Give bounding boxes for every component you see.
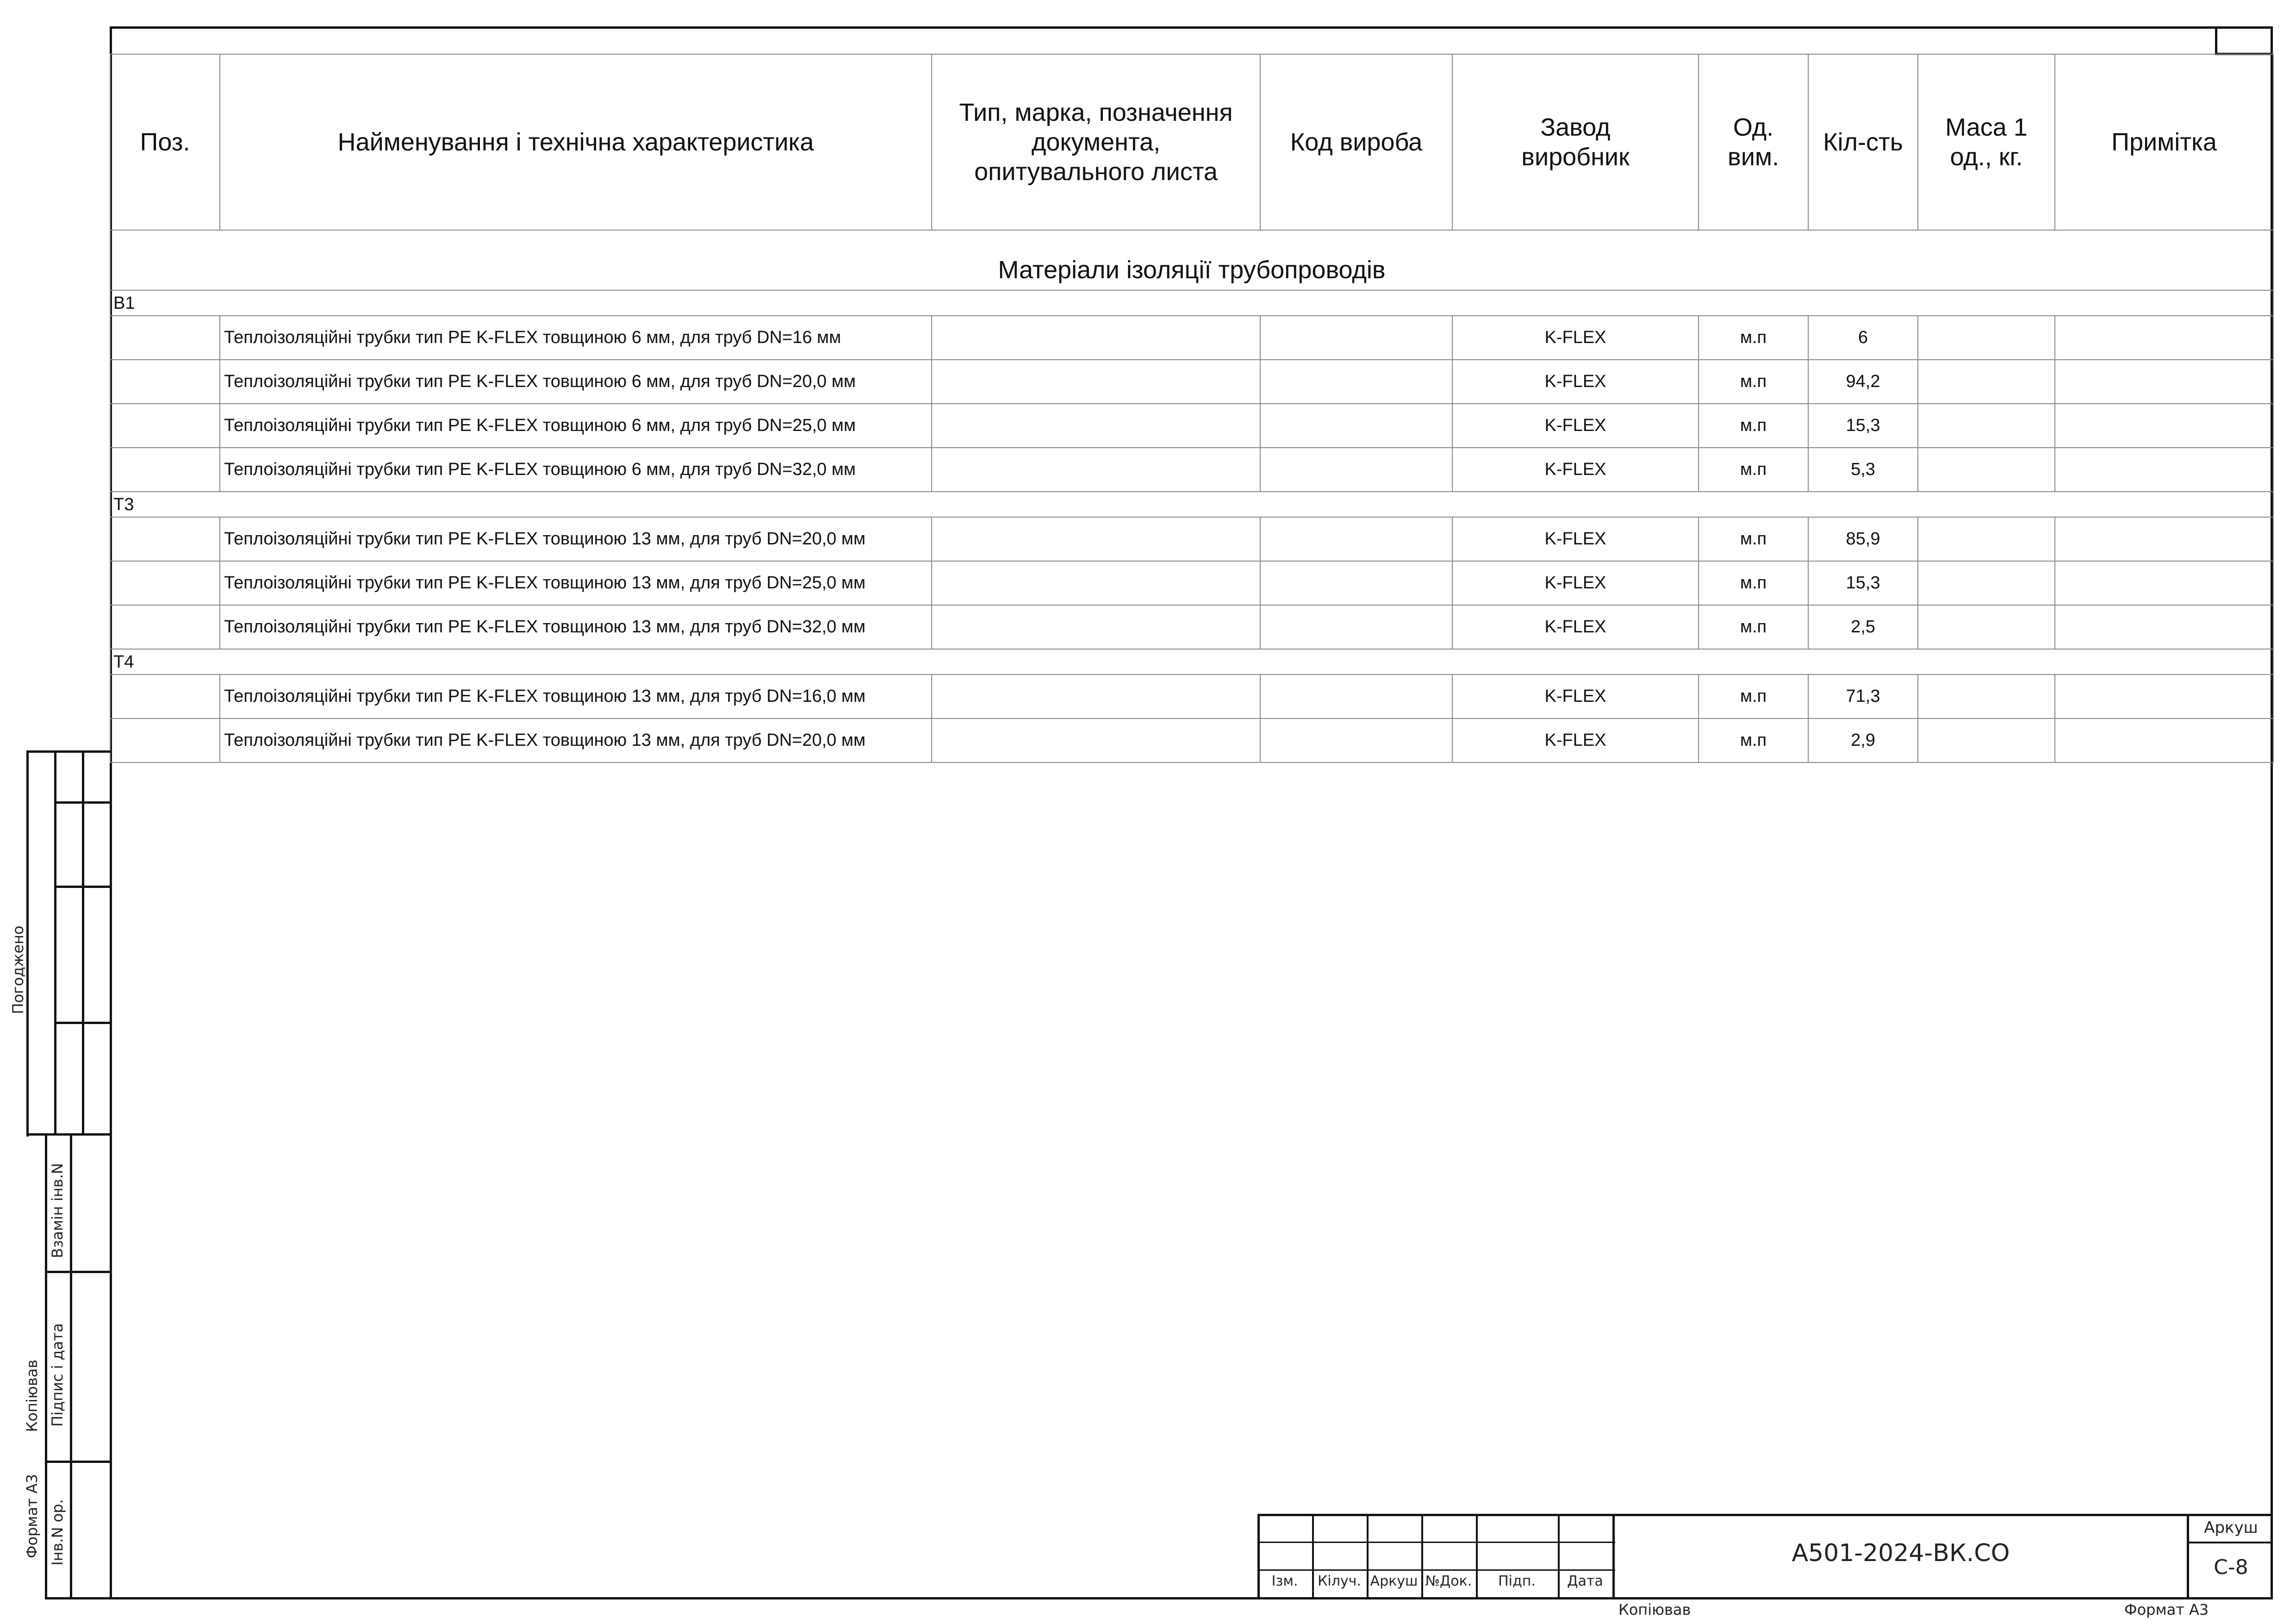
cell-pos (110, 448, 220, 492)
cell-unit: м.п (1699, 448, 1808, 492)
section-title: Матеріали ізоляції трубопроводів (110, 230, 2273, 290)
stamp-line (54, 886, 112, 888)
cell-mass (1918, 360, 2055, 404)
cell-name: Теплоізоляційні трубки тип PE K-FLEX товщиною 6 мм, для труб DN=25,0 мм (220, 404, 932, 448)
cell-unit: м.п (1699, 360, 1808, 404)
cell-mass (1918, 675, 2055, 718)
cell-qty: 71,3 (1808, 675, 1918, 718)
stamp-agreed-label: Погоджено (9, 925, 27, 1014)
cell-manufacturer: K-FLEX (1452, 448, 1699, 492)
header-pos: Поз. (110, 54, 220, 230)
cell-mass (1918, 718, 2055, 762)
cell-note (2055, 605, 2273, 649)
group-label: В1 (110, 290, 2273, 316)
tb-line (1257, 1514, 2273, 1516)
document-code: А501-2024-ВК.СО (1792, 1539, 2010, 1567)
header-manufacturer: Завод виробник (1452, 54, 1699, 230)
cell-type (932, 718, 1260, 762)
tb-line (1257, 1542, 1615, 1543)
cell-code (1260, 605, 1452, 649)
cell-name: Теплоізоляційні трубки тип PE K-FLEX товщиною 6 мм, для труб DN=20,0 мм (220, 360, 932, 404)
header-qty: Кіл-сть (1808, 54, 1918, 230)
cell-manufacturer: K-FLEX (1452, 360, 1699, 404)
cell-mass (1918, 561, 2055, 605)
cell-name: Теплоізоляційні трубки тип PE K-FLEX товщиною 6 мм, для труб DN=32,0 мм (220, 448, 932, 492)
table-row (110, 517, 2273, 561)
section-title-row (110, 230, 2273, 290)
cell-name: Теплоізоляційні трубки тип PE K-FLEX товщиною 13 мм, для труб DN=32,0 мм (220, 605, 932, 649)
cell-type (932, 675, 1260, 718)
cell-code (1260, 448, 1452, 492)
cell-unit: м.п (1699, 605, 1808, 649)
cell-manufacturer: K-FLEX (1452, 561, 1699, 605)
group-label: Т4 (110, 649, 2273, 675)
cell-qty: 15,3 (1808, 561, 1918, 605)
cell-type (932, 561, 1260, 605)
cell-code (1260, 517, 1452, 561)
footer-copied: Копіював (1618, 1601, 1691, 1618)
header-code: Код вироба (1260, 54, 1452, 230)
stamp-line (54, 1022, 112, 1024)
cell-qty: 85,9 (1808, 517, 1918, 561)
stamp-signature-date-label: Підпис і дата (49, 1323, 66, 1427)
stamp-format-label: Формат А3 (23, 1474, 41, 1559)
stamp-line (26, 750, 112, 753)
stamp-line (45, 1134, 47, 1599)
cell-type (932, 517, 1260, 561)
cell-note (2055, 561, 2273, 605)
group-row (110, 649, 2273, 675)
group-row (110, 492, 2273, 517)
stamp-replace-inv-label: Взамін інв.N (49, 1163, 66, 1258)
cell-pos (110, 316, 220, 360)
cell-manufacturer: K-FLEX (1452, 718, 1699, 762)
cell-manufacturer: K-FLEX (1452, 517, 1699, 561)
header-type: Тип, марка, позначення документа, опитувального листа (932, 54, 1260, 230)
group-row (110, 290, 2273, 316)
cell-unit: м.п (1699, 718, 1808, 762)
cell-pos (110, 675, 220, 718)
cell-qty: 94,2 (1808, 360, 1918, 404)
header-note: Примітка (2055, 54, 2273, 230)
cell-type (932, 448, 1260, 492)
stamp-line (54, 801, 112, 804)
stamp-line (45, 1461, 112, 1463)
cell-code (1260, 675, 1452, 718)
header-unit: Од. вим. (1699, 54, 1808, 230)
cell-mass (1918, 517, 2055, 561)
table-row (110, 718, 2273, 762)
table-row (110, 316, 2273, 360)
tb-label-sheet: Аркуш (1370, 1573, 1418, 1589)
corner-box (2215, 26, 2273, 55)
tb-label-date: Дата (1567, 1573, 1603, 1589)
cell-pos (110, 360, 220, 404)
header-name: Найменування і технічна характеристика (220, 54, 932, 230)
cell-code (1260, 316, 1452, 360)
tb-line (2187, 1542, 2273, 1543)
cell-code (1260, 360, 1452, 404)
cell-pos (110, 517, 220, 561)
stamp-line (26, 1133, 112, 1136)
group-label: Т3 (110, 492, 2273, 517)
tb-label-qty: Кілуч. (1318, 1573, 1361, 1589)
cell-mass (1918, 316, 2055, 360)
cell-note (2055, 360, 2273, 404)
cell-name: Теплоізоляційні трубки тип PE K-FLEX товщиною 6 мм, для труб DN=16 мм (220, 316, 932, 360)
tb-label-doc-no: №Док. (1425, 1573, 1472, 1589)
cell-qty: 5,3 (1808, 448, 1918, 492)
cell-unit: м.п (1699, 517, 1808, 561)
cell-unit: м.п (1699, 675, 1808, 718)
cell-qty: 2,5 (1808, 605, 1918, 649)
cell-note (2055, 517, 2273, 561)
cell-manufacturer: K-FLEX (1452, 605, 1699, 649)
cell-type (932, 605, 1260, 649)
table-row (110, 605, 2273, 649)
cell-code (1260, 404, 1452, 448)
stamp-line (54, 750, 56, 1134)
cell-unit: м.п (1699, 316, 1808, 360)
cell-type (932, 360, 1260, 404)
stamp-inv-orig-label: Інв.N ор. (49, 1499, 66, 1566)
cell-qty: 6 (1808, 316, 1918, 360)
specification-table (110, 54, 2274, 763)
table-row (110, 675, 2273, 718)
cell-mass (1918, 605, 2055, 649)
cell-name: Теплоізоляційні трубки тип PE K-FLEX товщиною 13 мм, для труб DN=25,0 мм (220, 561, 932, 605)
cell-note (2055, 718, 2273, 762)
table-row (110, 561, 2273, 605)
cell-manufacturer: K-FLEX (1452, 675, 1699, 718)
sheet-number: С-8 (2214, 1555, 2248, 1579)
cell-note (2055, 675, 2273, 718)
cell-code (1260, 561, 1452, 605)
cell-code (1260, 718, 1452, 762)
table-row (110, 448, 2273, 492)
cell-pos (110, 561, 220, 605)
header-mass: Маса 1 од., кг. (1918, 54, 2055, 230)
table-row (110, 360, 2273, 404)
tb-line (1257, 1569, 1615, 1571)
cell-qty: 15,3 (1808, 404, 1918, 448)
cell-name: Теплоізоляційні трубки тип PE K-FLEX товщиною 13 мм, для труб DN=20,0 мм (220, 517, 932, 561)
footer-format: Формат А3 (2124, 1601, 2209, 1618)
table-row (110, 404, 2273, 448)
tb-label-sign: Підп. (1498, 1573, 1536, 1589)
cell-note (2055, 448, 2273, 492)
cell-pos (110, 605, 220, 649)
stamp-line (45, 1597, 112, 1599)
cell-unit: м.п (1699, 404, 1808, 448)
stamp-line (82, 750, 84, 1134)
cell-mass (1918, 404, 2055, 448)
cell-type (932, 316, 1260, 360)
tb-label-change: Ізм. (1271, 1573, 1298, 1589)
cell-name: Теплоізоляційні трубки тип PE K-FLEX товщиною 13 мм, для труб DN=16,0 мм (220, 675, 932, 718)
cell-type (932, 404, 1260, 448)
cell-manufacturer: K-FLEX (1452, 316, 1699, 360)
cell-note (2055, 404, 2273, 448)
stamp-line (70, 1134, 72, 1599)
sheet-label: Аркуш (2204, 1518, 2258, 1537)
cell-manufacturer: K-FLEX (1452, 404, 1699, 448)
stamp-copied-label: Копіював (23, 1359, 41, 1432)
cell-name: Теплоізоляційні трубки тип PE K-FLEX товщиною 13 мм, для труб DN=20,0 мм (220, 718, 932, 762)
cell-pos (110, 404, 220, 448)
cell-qty: 2,9 (1808, 718, 1918, 762)
cell-pos (110, 718, 220, 762)
table-header-row (110, 54, 2273, 230)
cell-note (2055, 316, 2273, 360)
cell-mass (1918, 448, 2055, 492)
cell-unit: м.п (1699, 561, 1808, 605)
